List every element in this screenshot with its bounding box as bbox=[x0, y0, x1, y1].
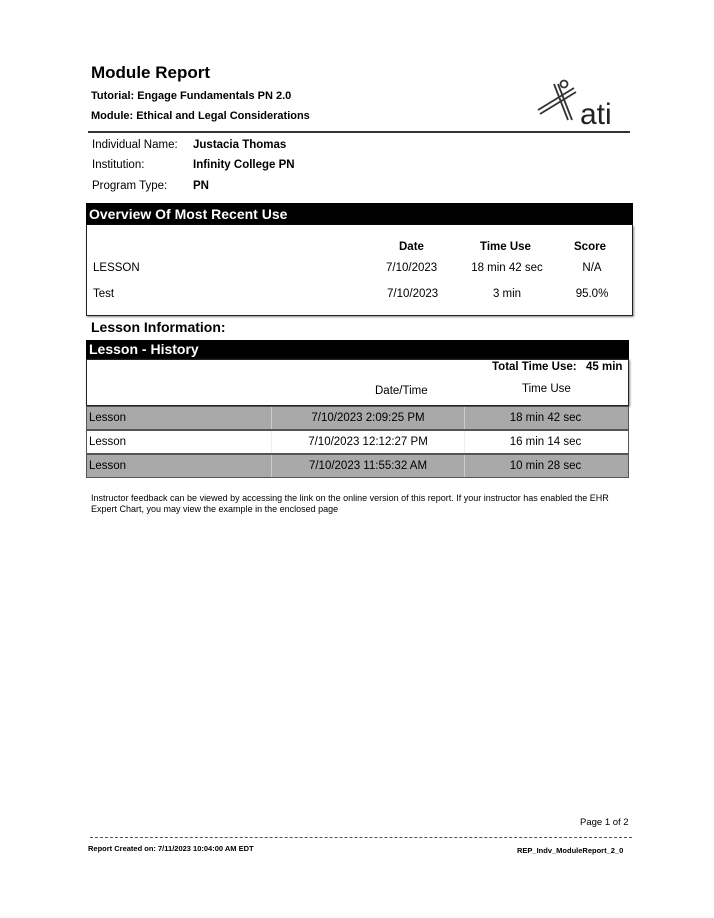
tutorial-name: Tutorial: Engage Fundamentals PN 2.0 bbox=[91, 90, 292, 102]
overview-table bbox=[86, 225, 633, 316]
page-number: Page 1 of 2 bbox=[580, 817, 629, 828]
individual-name: Justacia Thomas bbox=[193, 139, 287, 151]
lesson-information-heading: Lesson Information: bbox=[91, 319, 226, 335]
overview-row-type: Test bbox=[93, 288, 115, 300]
overview-row-date: 7/10/2023 bbox=[387, 288, 439, 300]
overview-row-score: N/A bbox=[582, 262, 602, 274]
history-row-type: Lesson bbox=[89, 436, 127, 448]
history-row-datetime: 7/10/2023 11:55:32 AM bbox=[271, 455, 465, 477]
history-row-datetime: 7/10/2023 12:12:27 PM bbox=[271, 431, 465, 453]
history-row-time-use: 10 min 28 sec bbox=[509, 460, 582, 472]
institution-value: Infinity College PN bbox=[193, 159, 295, 171]
total-time-label: Total Time Use: bbox=[492, 361, 577, 373]
table-row bbox=[86, 454, 629, 478]
svg-text:ati: ati bbox=[580, 98, 612, 128]
individual-name-label: Individual Name: bbox=[92, 139, 178, 151]
overview-row-date: 7/10/2023 bbox=[386, 262, 438, 274]
report-title: Module Report bbox=[91, 63, 210, 82]
program-type-value: PN bbox=[193, 180, 209, 192]
ati-logo-icon bbox=[534, 78, 630, 128]
overview-row-time-use: 3 min bbox=[492, 288, 522, 300]
report-id: REP_Indv_ModuleReport_2_0 bbox=[517, 846, 624, 855]
module-name: Module: Ethical and Legal Considerations bbox=[91, 110, 310, 122]
history-header-datetime: Date/Time bbox=[375, 385, 428, 397]
program-type-label: Program Type: bbox=[92, 180, 168, 192]
total-time-value: 45 min bbox=[586, 361, 623, 373]
table-row bbox=[86, 406, 629, 430]
overview-row-time-use: 18 min 42 sec bbox=[471, 262, 543, 274]
overview-header-time-use: Time Use bbox=[480, 241, 531, 253]
history-header-time-use: Time Use bbox=[522, 383, 571, 395]
overview-header-score: Score bbox=[574, 241, 606, 253]
ati-logo bbox=[534, 78, 630, 128]
history-row-type: Lesson bbox=[89, 412, 127, 424]
history-row-type: Lesson bbox=[89, 460, 127, 472]
overview-row-type: LESSON bbox=[93, 262, 140, 274]
history-row-time-use: 16 min 14 sec bbox=[509, 436, 582, 448]
overview-header-date: Date bbox=[399, 241, 424, 253]
header-divider bbox=[88, 131, 630, 133]
report-created: Report Created on: 7/11/2023 10:04:00 AM EDT bbox=[88, 844, 254, 853]
history-row-datetime: 7/10/2023 2:09:25 PM bbox=[271, 407, 465, 429]
institution-label: Institution: bbox=[92, 159, 145, 171]
history-row-time-use: 18 min 42 sec bbox=[509, 412, 582, 424]
instructor-feedback-note: Instructor feedback can be viewed by accessing the link on the online version of this report. If your instructor has enabled the EHR Expert Chart, you may view the example in the enclosed page bbox=[91, 493, 609, 514]
table-row bbox=[86, 430, 629, 454]
footer-divider bbox=[90, 837, 632, 838]
overview-heading: Overview Of Most Recent Use bbox=[86, 203, 633, 225]
overview-row-score: 95.0% bbox=[575, 288, 609, 300]
lesson-history-heading: Lesson - History bbox=[86, 340, 629, 359]
lesson-history-header bbox=[86, 359, 629, 406]
